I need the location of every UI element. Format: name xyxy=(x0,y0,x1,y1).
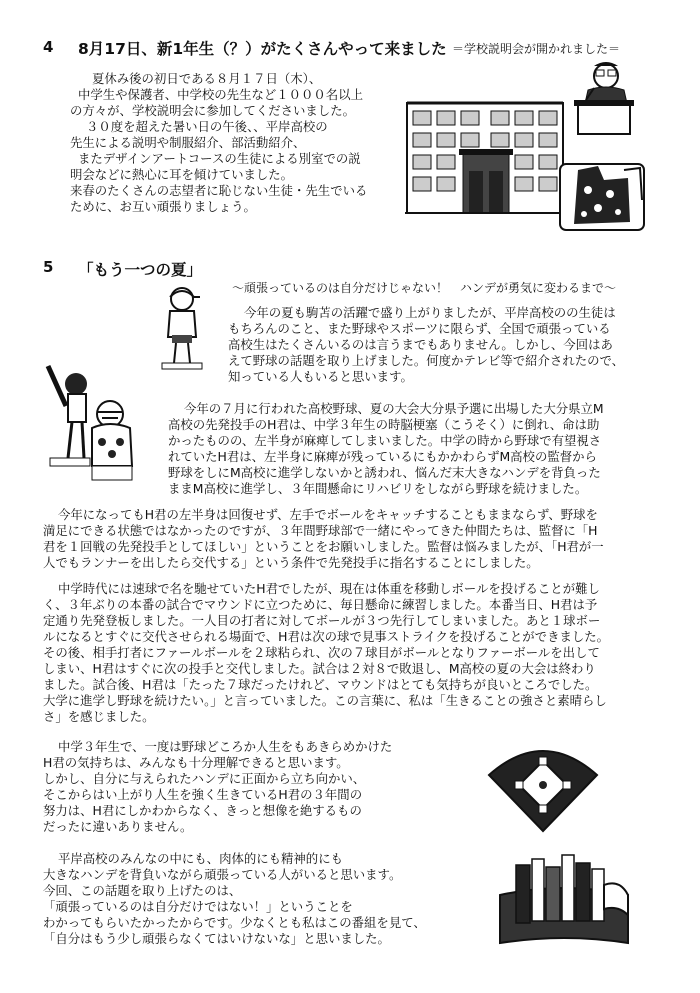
text-line: く、３年ぶりの本番の試合でマウンドに立つために、毎日懸命に練習しました。本番当日、H君は予 xyxy=(43,597,598,612)
boy-cap-illustration xyxy=(158,285,206,371)
section4-line: 明会などに熱心に耳を傾けていました。 xyxy=(70,167,294,182)
text-line: ました。試合後、H君は「たった７球だったけれど、マウンドはとても気持ちが良いところでした。 xyxy=(43,677,598,692)
section4-line: 夏休み後の初日である８月１７日（木）、 xyxy=(92,71,322,86)
section4-line: 来春のたくさんの志望者に恥じない生徒・先生でいる xyxy=(70,183,368,198)
text-line: 平岸高校のみんなの中にも、肉体的にも精神的にも xyxy=(58,851,343,866)
section4-line: 先生による説明や制服紹介、部活動紹介、 xyxy=(70,135,306,150)
text-line: 今回、この話題を取り上げたのは、 xyxy=(43,883,242,898)
section4-number: 4 xyxy=(43,38,54,56)
text-line: わかってもらいたかったからです。少なくとも私はこの番組を見て、 xyxy=(43,915,426,930)
text-line: 今年の７月に行われた高校野球、夏の大会大分県予選に出場した大分県立M xyxy=(184,401,604,416)
text-line: 大学に進学し野球を続けたい。」と言っていました。この言葉に、私は「生きることの強さと素晴らし xyxy=(43,693,607,708)
text-line: H君の気持ちは、みんなも十分理解できると思います。 xyxy=(43,755,349,770)
books-illustration xyxy=(494,845,634,951)
text-line: 高校生はたくさんいるのは言うまでもありません。しかし、今回はあ xyxy=(228,337,613,352)
text-line: そこからはい上がり人生を強く生きているH君の３年間の xyxy=(43,787,363,802)
text-line: もちろんのこと、また野球やスポーツに限らず、全国で頑張っている xyxy=(228,321,611,336)
section5-title: 「もう一つの夏」 xyxy=(78,261,203,279)
section4-line: ために、お互い頑張りましょう。 xyxy=(70,199,256,214)
text-line: しまい、H君はすぐに次の投手と交代しました。試合は２対８で敗退し、M高校の夏の大会は終わり xyxy=(43,661,596,676)
text-line: かったものの、左半身が麻痺してしまいました。中学の時から野球で有望視さ xyxy=(168,433,602,448)
text-line: 今年になってもH君の左半身は回復せず、左手でボールをキャッチすることもままならず、野球を xyxy=(58,507,598,522)
text-line: 「自分はもう少し頑張らなくてはいけないな」と思いました。 xyxy=(43,931,390,946)
text-line: 中学時代には速球で名を馳せていたH君でしたが、現在は体重を移動しボールを投げることが難し xyxy=(58,581,600,596)
text-line: 野球をしにM高校に進学しないかと誘われ、悩んだ末大きなハンデを背負った xyxy=(168,465,601,480)
text-line: ルになるとすぐに交代させられる場面で、H君は次の球で見事ストライクを投げることができました。 xyxy=(43,629,610,644)
section4-line: またデザインアートコースの生徒による別室での説 xyxy=(78,151,361,166)
batter-catcher-illustration xyxy=(40,362,136,484)
text-line: さ」を感じました。 xyxy=(43,709,155,724)
text-line: 満足にできる状態ではなかったのですが、３年間野球部で一緒にやってきた仲間たちは、監督に「H xyxy=(43,523,598,538)
school-building-illustration xyxy=(405,93,565,215)
text-line: 「頑張っているのは自分だけではない！」ということを xyxy=(43,899,353,914)
speaker-podium-illustration xyxy=(558,60,642,138)
text-line: だったに違いありません。 xyxy=(43,819,193,834)
text-line: 今年の夏も駒苫の活躍で盛り上がりましたが、平岸高校のの生徒は xyxy=(244,305,616,320)
section4-line: ３０度を超えた暑い日の午後、、平岸高校の xyxy=(86,119,328,134)
text-line: しかし、自分に与えられたハンデに正面から立ち向かい、 xyxy=(43,771,366,786)
text-line: 人でもランナーを出したら交代する」という条件で先発投手に指名することにしました。 xyxy=(43,555,539,570)
section4-subtitle: ＝学校説明会が開かれました＝ xyxy=(452,42,621,56)
text-line: れていたH君は、左半身に麻痺が残っているにもかかわらずM高校の監督から xyxy=(168,449,597,464)
text-line: えて野球の話題を取り上げました。何度かテレビ等で紹介されたので、 xyxy=(228,353,625,368)
text-line: 知っている人もいると思います。 xyxy=(228,369,413,384)
text-line: 定通り先発登板しました。一人目の打者に対してボールが３つ先行してしまいました。あと１球ボー xyxy=(43,613,601,628)
section5-number: 5 xyxy=(43,258,54,276)
text-line: 高校の先発投手のH君は、中学３年生の時脳梗塞（こうそく）に倒れ、命は助 xyxy=(168,417,600,432)
text-line: 中学３年生で、一度は野球どころか人生をもあきらめかけた xyxy=(58,739,393,754)
text-line: 君を１回戦の先発投手としてほしい」ということをお願いしました。監督は悩みましたが、「H君が一 xyxy=(43,539,604,554)
section4-title: 8月17日、新1年生（？）がたくさんやって来ました xyxy=(78,40,447,58)
section4-line: 中学生や保護者、中学校の先生など１０００名以上 xyxy=(78,87,363,102)
uniform-illustration xyxy=(558,160,646,234)
baseball-field-illustration xyxy=(485,735,601,835)
text-line: ままM高校に進学し、３年間懸命にリハビリをしながら野球を続けました。 xyxy=(168,481,588,496)
section5-subtitle: ～頑張っているのは自分だけじゃない！ ハンデが勇気に変わるまで～ xyxy=(232,281,617,295)
text-line: 大きなハンデを背負いながら頑張っている人がいると思います。 xyxy=(43,867,402,882)
text-line: その後、相手打者にファールボールを２球粘られ、次の７球目がボールとなりファーボールを出して xyxy=(43,645,600,660)
section4-line: の方々が、学校説明会に参加してくださいました。 xyxy=(70,103,355,118)
text-line: 努力は、H君にしかわからなく、きっと想像を絶するもの xyxy=(43,803,362,818)
